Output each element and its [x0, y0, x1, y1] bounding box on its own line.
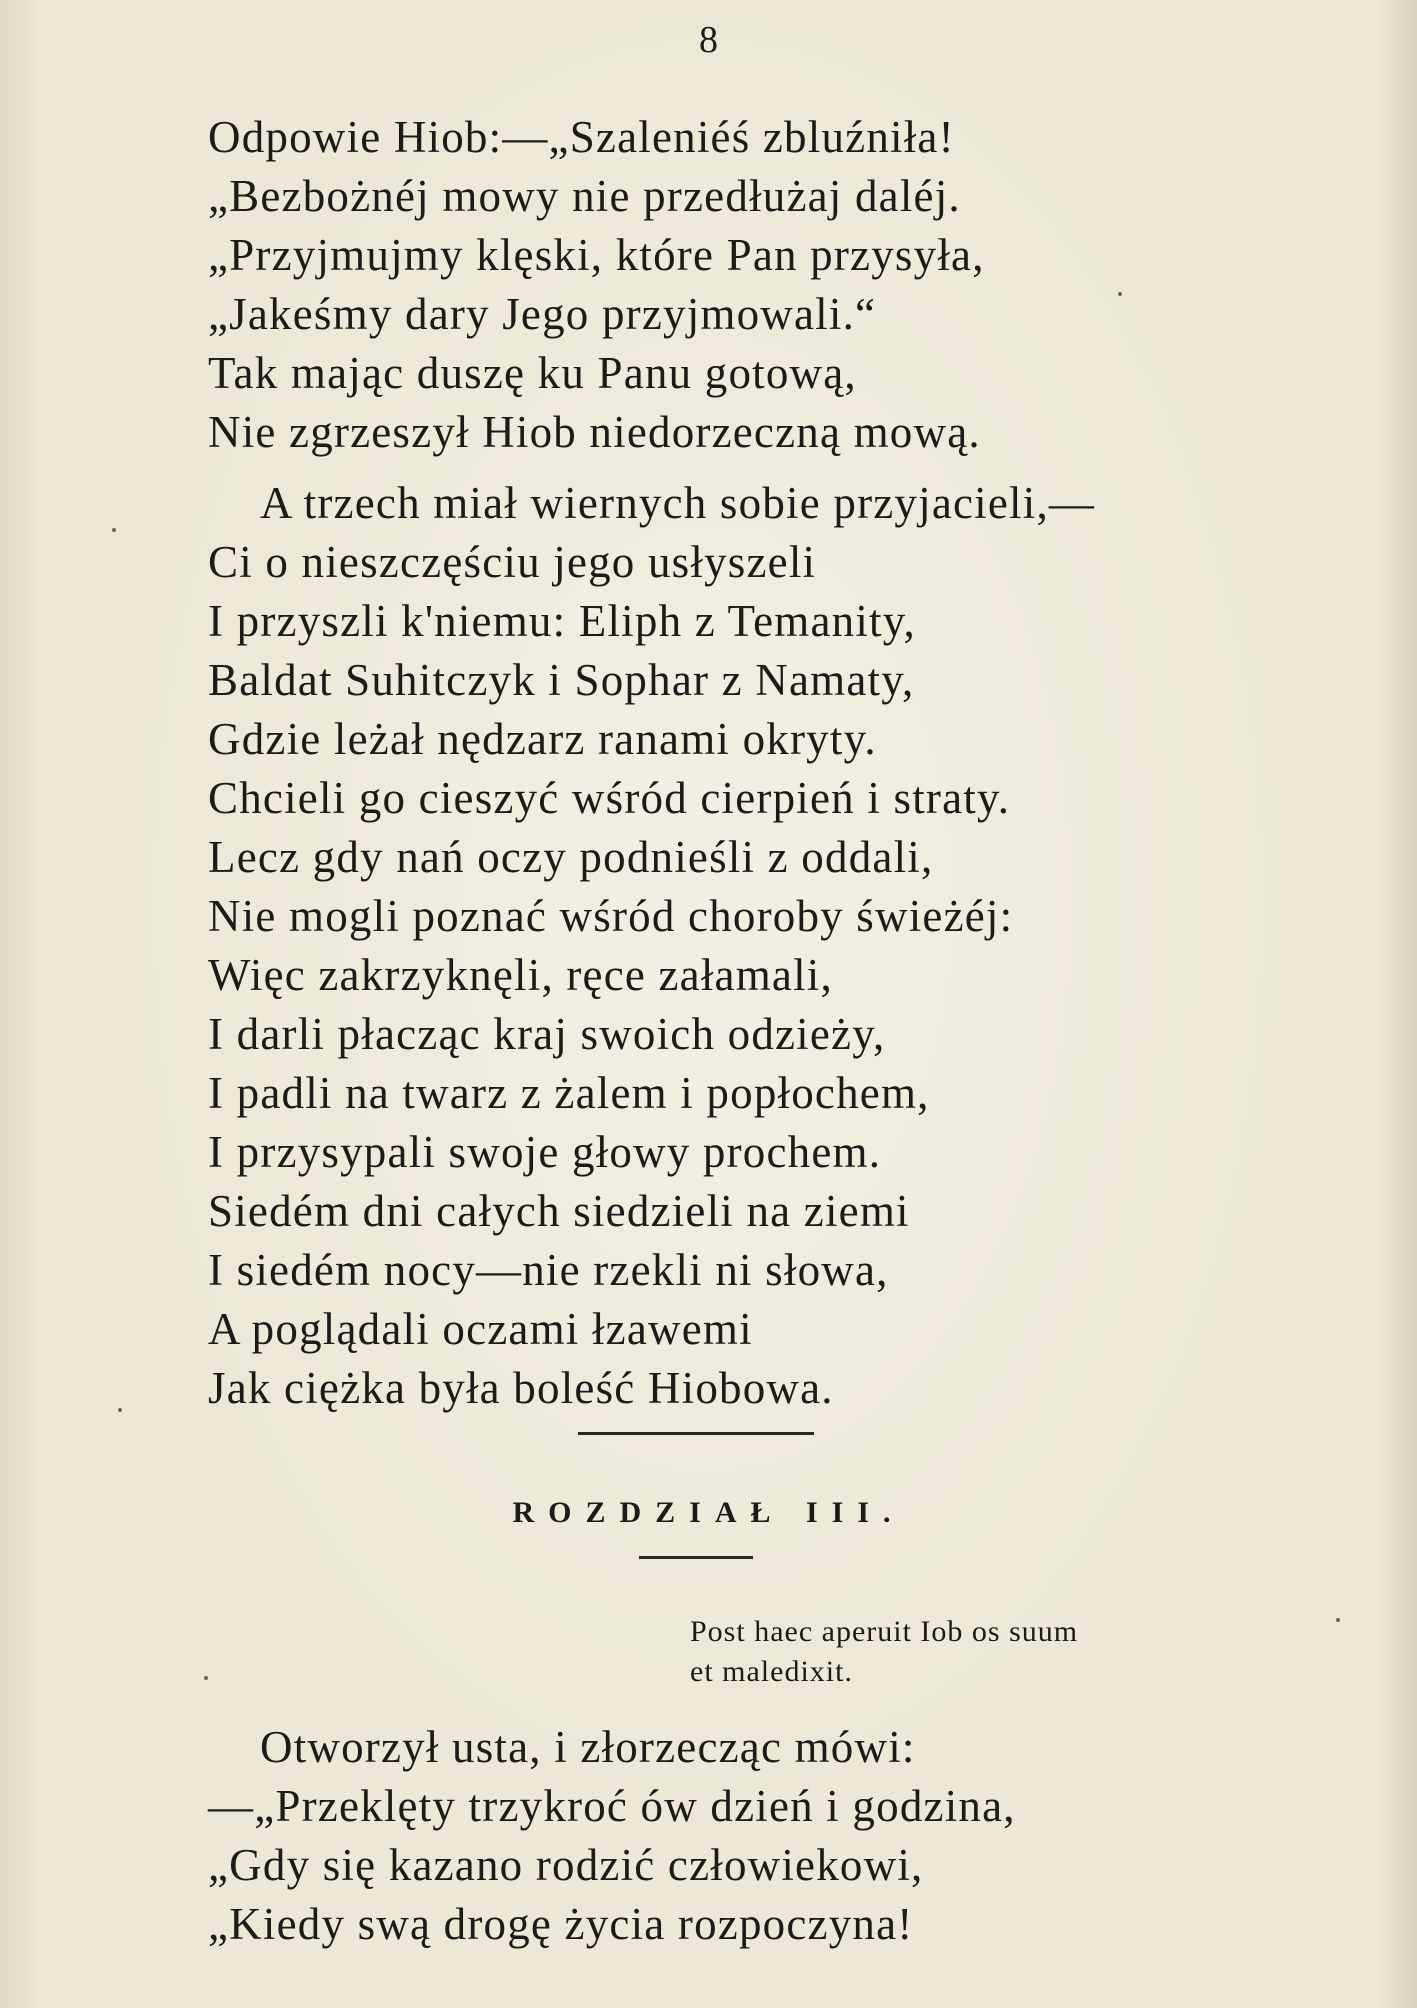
verse-line: Odpowie Hiob:—„Szaleniéś zbluźniła! — [208, 112, 955, 162]
verse-line: A poglądali oczami łzawemi — [208, 1304, 753, 1354]
verse-line: —„Przeklęty trzykroć ów dzień i godzina, — [208, 1781, 1016, 1831]
latin-epigraph — [690, 1612, 1078, 1692]
stanza-curse — [208, 1718, 1016, 1954]
epigraph-line: Post haec aperuit Iob os suum — [690, 1615, 1079, 1648]
verse-line: Otworzył usta, i złorzecząc mówi: — [260, 1722, 916, 1772]
epigraph-line: et maledixit. — [690, 1655, 853, 1688]
verse-line: Tak mając duszę ku Panu gotową, — [208, 348, 857, 398]
verse-line: I przyszli k'niemu: Eliph z Temanity, — [208, 596, 916, 646]
paper-speck — [1336, 1618, 1340, 1622]
paper-speck — [1118, 292, 1122, 296]
verse-line: Ci o nieszczęściu jego usłyszeli — [208, 537, 817, 587]
verse-line: „Jakeśmy dary Jego przyjmowali.“ — [208, 289, 877, 339]
stanza-hiob-reply — [208, 108, 985, 462]
verse-line: Chcieli go cieszyć wśród cierpień i straty. — [208, 773, 1011, 823]
paper-speck — [112, 528, 116, 532]
verse-line: I darli płacząc kraj swoich odzieży, — [208, 1009, 886, 1059]
verse-line: „Kiedy swą drogę życia rozpoczyna! — [208, 1899, 914, 1949]
verse-line: Baldat Suhitczyk i Sophar z Namaty, — [208, 655, 915, 705]
verse-line: „Bezbożnéj mowy nie przedłużaj daléj. — [208, 171, 961, 221]
paper-speck — [118, 1408, 122, 1412]
verse-line: „Gdy się kazano rodzić człowiekowi, — [208, 1840, 924, 1890]
verse-line: Nie mogli poznać wśród choroby świeżéj: — [208, 891, 1014, 941]
page-number: 8 — [699, 19, 718, 61]
verse-line: I padli na twarz z żalem i popłochem, — [208, 1068, 930, 1118]
verse-line: I siedém nocy—nie rzekli ni słowa, — [208, 1245, 889, 1295]
verse-line: I przysypali swoje głowy prochem. — [208, 1127, 882, 1177]
heading-underline — [639, 1556, 753, 1559]
verse-line: Lecz gdy nań oczy podnieśli z oddali, — [208, 832, 934, 882]
verse-line: Siedém dni całych siedzieli na ziemi — [208, 1186, 910, 1236]
verse-line: Jak ciężka była boleść Hiobowa. — [208, 1363, 834, 1413]
paper-speck — [204, 1676, 208, 1680]
section-divider — [578, 1432, 814, 1435]
verse-line: „Przyjmujmy klęski, które Pan przysyła, — [208, 230, 985, 280]
verse-line: Nie zgrzeszył Hiob niedorzeczną mową. — [208, 407, 981, 457]
verse-line: Więc zakrzyknęli, ręce załamali, — [208, 950, 833, 1000]
verse-line: A trzech miał wiernych sobie przyjacieli,— — [260, 478, 1096, 528]
chapter-heading: ROZDZIAŁ III. — [512, 1496, 905, 1529]
verse-line: Gdzie leżał nędzarz ranami okryty. — [208, 714, 877, 764]
stanza-three-friends — [208, 474, 1095, 1418]
